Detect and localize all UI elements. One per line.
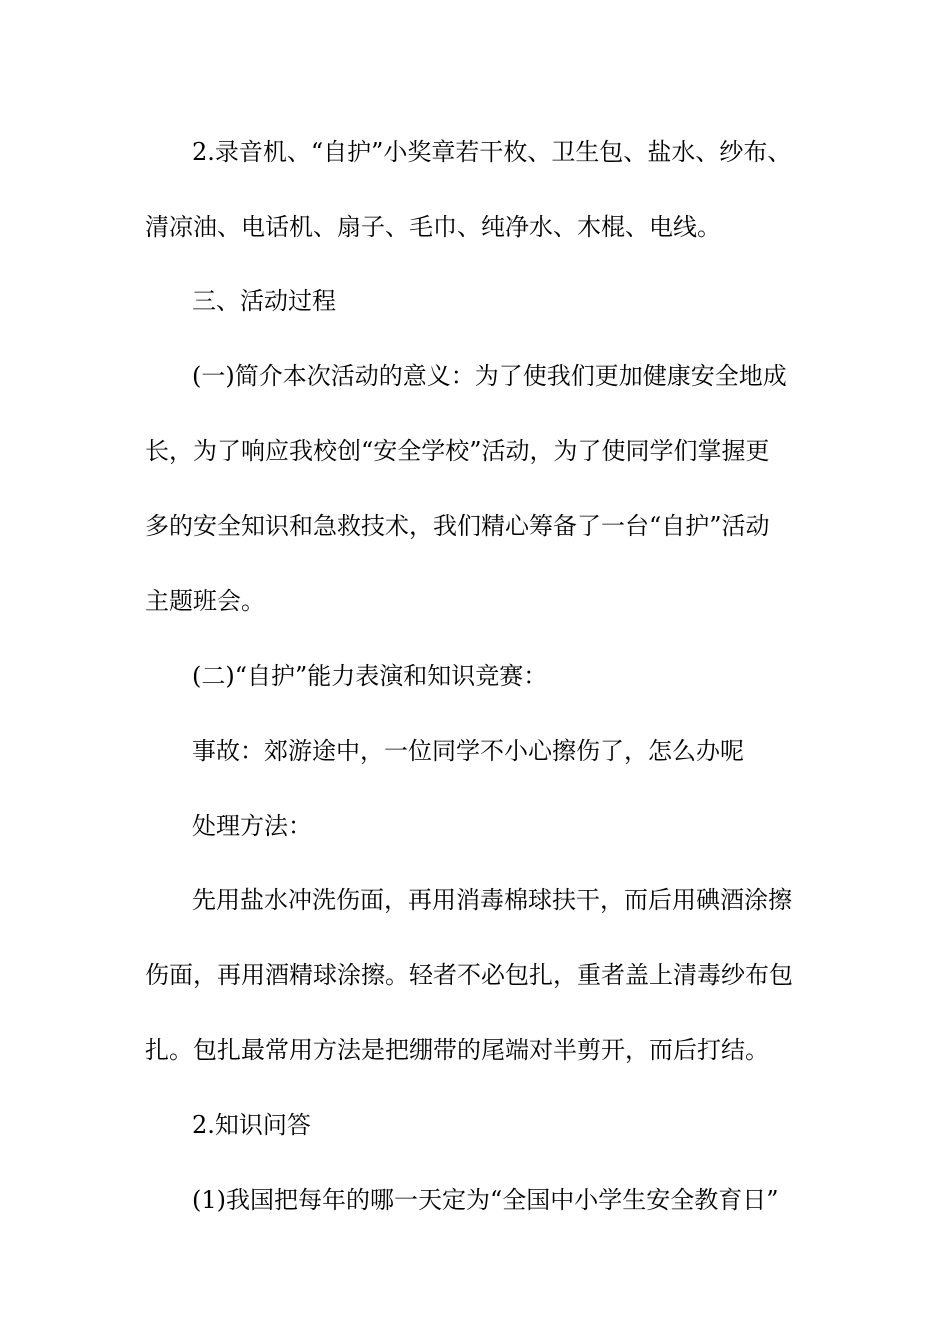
text-line: 2.知识问答 [192,1111,311,1139]
text-line: 扎。包扎最常用方法是把绷带的尾端对半剪开，而后打结。 [145,1036,769,1064]
text-line: 事故：郊游途中，一位同学不小心擦伤了，怎么办呢 [192,737,744,765]
text-line: 先用盐水冲洗伤面，再用消毒棉球扶干，而后用碘酒涂擦 [192,886,792,914]
text-line: 多的安全知识和急救技术，我们精心筹备了一台“自护”活动 [145,512,770,540]
text-line: (二)“自护”能力表演和知识竞赛： [192,662,548,690]
text-line: 主题班会。 [145,587,265,615]
text-line: (1)我国把每年的哪一天定为“全国中小学生安全教育日” [192,1186,779,1214]
text-line: (一)简介本次活动的意义：为了使我们更加健康安全地成 [192,362,787,390]
text-line: 长，为了响应我校创“安全学校”活动，为了使同学们掌握更 [145,437,770,465]
text-line: 伤面，再用酒精球涂擦。轻者不必包扎，重者盖上清毒纱布包 [145,961,793,989]
text-line: 2.录音机、“自护”小奖章若干枚、卫生包、盐水、纱布、 [192,138,792,166]
text-line: 处理方法： [192,812,312,840]
text-line: 清凉油、电话机、扇子、毛巾、纯净水、木棍、电线。 [145,213,721,241]
section-heading: 三、活动过程 [192,287,336,315]
